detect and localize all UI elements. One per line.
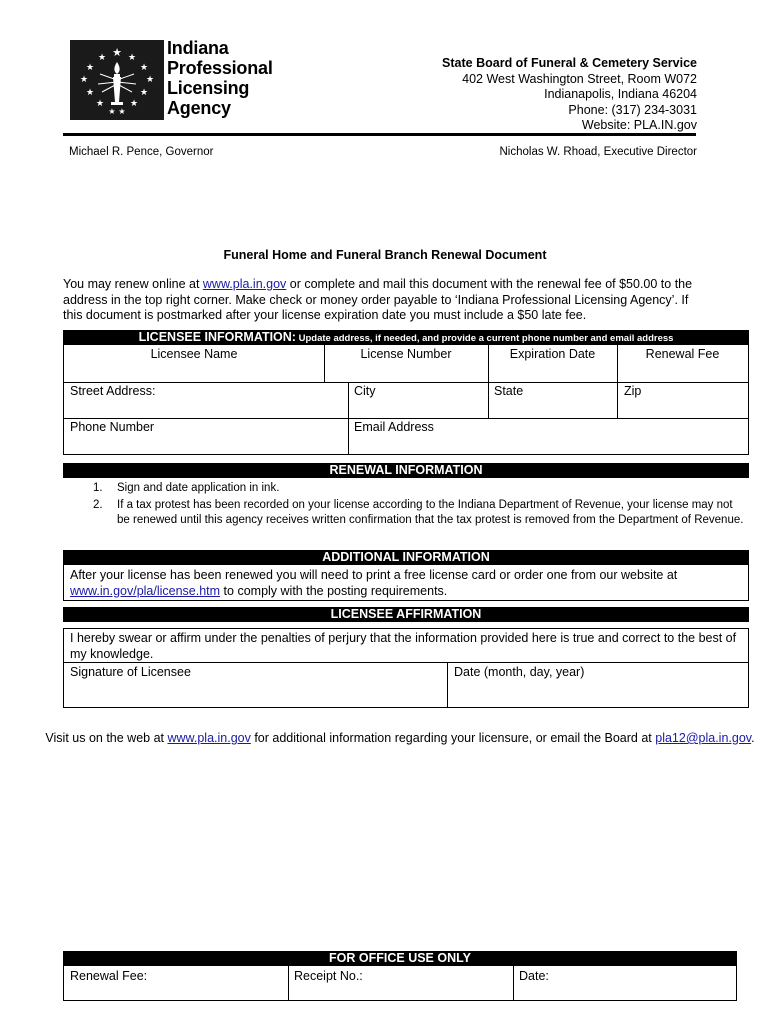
renewal-info-list <box>63 481 749 543</box>
svg-text:★: ★ <box>85 88 95 98</box>
pla-website-link[interactable]: www.pla.in.gov <box>202 277 287 291</box>
board-street: 402 West Washington Street, Room W072 <box>462 71 697 86</box>
city-field[interactable]: City <box>354 384 376 398</box>
list-item-number: 1. <box>93 482 103 494</box>
state-field[interactable]: State <box>494 384 524 398</box>
svg-text:★: ★ <box>127 53 137 63</box>
affirmation-box <box>63 628 749 708</box>
svg-text:★: ★ <box>145 75 155 85</box>
header-divider <box>63 133 696 136</box>
director-name: Nicholas W. Rhoad, Executive Director <box>499 146 697 158</box>
svg-text:★: ★ <box>97 53 107 63</box>
board-address-block <box>442 56 697 134</box>
additional-info-box <box>63 564 749 601</box>
logo-line: Indiana <box>167 38 229 58</box>
license-number-field[interactable]: License Number <box>360 347 452 361</box>
licensee-info-header <box>63 330 749 345</box>
additional-text: After your license has been renewed you will need to print a free license card or order one from our website at <box>70 568 678 582</box>
board-email-link[interactable]: pla12@pla.in.gov <box>655 731 752 745</box>
board-phone: Phone: (317) 234-3031 <box>568 102 697 117</box>
licensee-name-field[interactable]: Licensee Name <box>150 347 238 361</box>
board-website: Website: PLA.IN.gov <box>581 118 697 132</box>
office-use-header: FOR OFFICE USE ONLY <box>63 951 737 966</box>
svg-text:★: ★ <box>85 63 95 73</box>
affirmation-text: I hereby swear or affirm under the penalties of perjury that the information provided here is true and correct to the best of my knowledge. <box>70 631 737 661</box>
footer-text: . <box>751 731 755 745</box>
svg-text:★: ★ <box>129 99 139 109</box>
licensee-header-note: Update address, if needed, and provide a current phone number and email address <box>295 333 674 344</box>
additional-info-header: ADDITIONAL INFORMATION <box>63 550 749 565</box>
office-renewal-fee-field[interactable]: Renewal Fee: <box>70 969 148 983</box>
logo-line: Professional <box>167 58 273 78</box>
street-address-field[interactable]: Street Address: <box>70 384 156 398</box>
list-item-number: 2. <box>93 499 103 511</box>
licensee-header-title: LICENSEE INFORMATION: <box>138 330 296 344</box>
board-name: State Board of Funeral & Cemetery Service <box>442 56 697 70</box>
agency-seal-logo <box>70 40 164 120</box>
document-title: Funeral Home and Funeral Branch Renewal Document <box>223 248 547 262</box>
additional-text: to comply with the posting requirements. <box>220 583 448 598</box>
board-city: Indianapolis, Indiana 46204 <box>544 87 697 101</box>
list-item: Sign and date application in ink. <box>117 482 280 494</box>
email-address-field[interactable]: Email Address <box>354 420 434 434</box>
footer-text: for additional information regarding your licensure, or email the Board at <box>250 731 656 745</box>
intro-text: You may renew online at <box>63 277 203 291</box>
zip-field[interactable]: Zip <box>624 384 642 398</box>
signature-date-field[interactable]: Date (month, day, year) <box>454 665 585 679</box>
svg-text:★: ★ <box>139 63 149 73</box>
svg-text:★: ★ <box>112 46 122 59</box>
licensee-info-table <box>63 344 749 455</box>
footer-website-link[interactable]: www.pla.in.gov <box>167 731 251 745</box>
signature-field[interactable]: Signature of Licensee <box>70 665 191 679</box>
affirmation-header: LICENSEE AFFIRMATION <box>63 607 749 622</box>
office-receipt-field[interactable]: Receipt No.: <box>294 969 363 983</box>
footer-text: Visit us on the web at <box>45 731 168 745</box>
logo-line: Agency <box>167 98 231 118</box>
svg-text:★: ★ <box>95 99 105 109</box>
footer-contact <box>0 731 770 747</box>
phone-number-field[interactable]: Phone Number <box>70 420 155 434</box>
svg-text:★: ★ <box>139 88 149 98</box>
svg-text:★: ★ <box>108 107 116 116</box>
svg-text:★: ★ <box>79 75 89 85</box>
svg-text:★: ★ <box>118 107 126 116</box>
governor-name: Michael R. Pence, Governor <box>69 146 214 158</box>
expiration-date-field[interactable]: Expiration Date <box>509 347 596 361</box>
office-date-field[interactable]: Date: <box>519 969 549 983</box>
logo-line: Licensing <box>167 78 250 98</box>
torch-stars-icon <box>70 40 164 120</box>
agency-name-logo <box>167 38 273 118</box>
intro-text: or complete and mail this document with the renewal fee of $50.00 to the address in the top right corner. Make check or money order payable to ‘Indiana Professional Licensing Agency’. If this document is postmarked after your license expiration date you must include a $50 late fee. <box>63 277 693 322</box>
renewal-fee-field[interactable]: Renewal Fee <box>645 347 720 361</box>
intro-paragraph <box>63 277 703 324</box>
license-page-link[interactable]: www.in.gov/pla/license.htm <box>70 583 221 598</box>
additional-info-text <box>70 568 740 599</box>
list-item: If a tax protest has been recorded on your license according to the Indiana Department of Revenue, your license may not be renewed until this agency receives written confirmation that the tax protest is removed from the Department of Revenue. <box>117 499 744 526</box>
renewal-info-header: RENEWAL INFORMATION <box>63 463 749 478</box>
office-use-table <box>63 965 737 1001</box>
